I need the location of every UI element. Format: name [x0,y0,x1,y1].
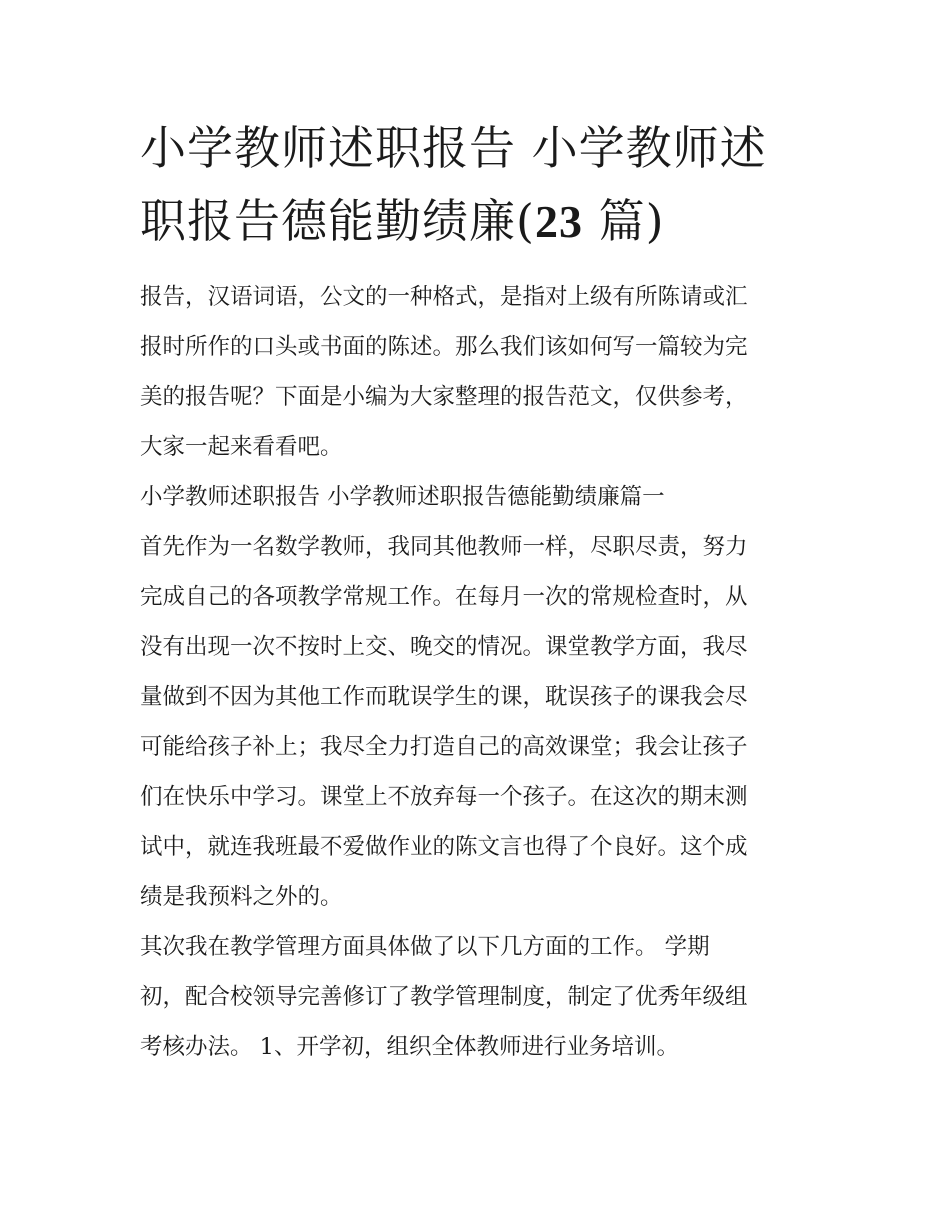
body-line: 初，配合校领导完善修订了教学管理制度，制定了优秀年级组 [140,984,748,1010]
body-line: 完成自己的各项教学常规工作。在每月一次的常规检查时，从 [140,584,748,610]
document-title [140,112,815,258]
title-line-2-suffix: 篇) [582,194,665,248]
title-line-2 [140,185,815,258]
body-line: 考核办法。 1、开学初，组织全体教师进行业务培训。 [140,1034,679,1060]
document-content [140,112,815,1072]
body-paragraph-1 [140,522,815,922]
body-line: 们在快乐中学习。课堂上不放弃每一个孩子。在这次的期末测 [140,784,748,810]
body-line: 试中，就连我班最不爱做作业的陈文言也得了个良好。这个成 [140,834,748,860]
title-line-1: 小学教师述职报告 小学教师述 [140,121,767,175]
section-heading-text: 小学教师述职报告 小学教师述职报告德能勤绩廉篇一 [140,484,665,510]
section-heading [140,472,815,522]
title-line-2-prefix: 职报告德能勤绩廉( [140,194,535,248]
intro-line: 大家一起来看看吧。 [140,434,343,460]
body-line: 绩是我预料之外的。 [140,884,343,910]
body-line: 其次我在教学管理方面具体做了以下几方面的工作。 学期 [140,934,710,960]
intro-line: 报时所作的口头或书面的陈述。那么我们该如何写一篇较为完 [140,334,748,360]
body-line: 首先作为一名数学教师，我同其他教师一样，尽职尽责，努力 [140,534,748,560]
body-paragraph-2 [140,922,815,1072]
intro-paragraph [140,272,815,472]
title-count: 23 [534,196,583,247]
body-line: 量做到不因为其他工作而耽误学生的课，耽误孩子的课我会尽 [140,684,748,710]
body-line: 可能给孩子补上；我尽全力打造自己的高效课堂；我会让孩子 [140,734,748,760]
body-line: 没有出现一次不按时上交、晚交的情况。课堂教学方面，我尽 [140,634,748,660]
intro-line: 美的报告呢？下面是小编为大家整理的报告范文，仅供参考， [140,384,748,410]
intro-line: 报告，汉语词语，公文的一种格式，是指对上级有所陈请或汇 [140,284,748,310]
